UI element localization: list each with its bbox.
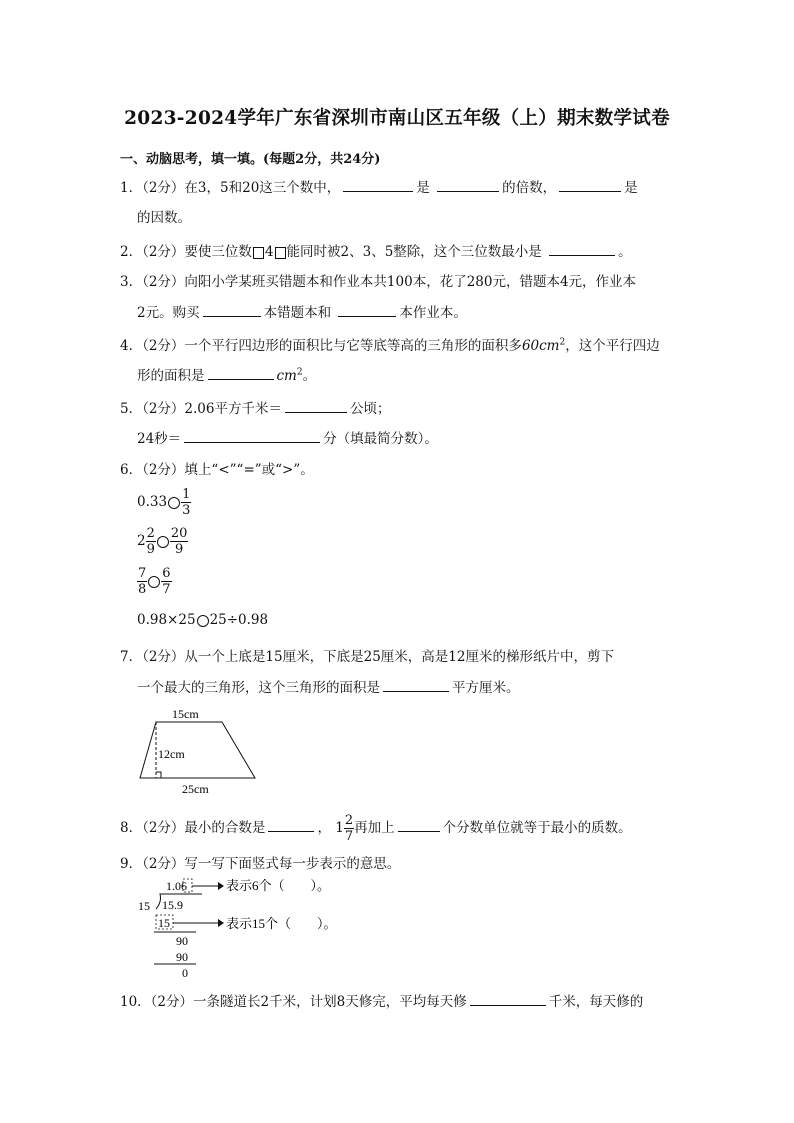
section-heading: 一、动脑思考，填一填。(每题2分，共24分): [120, 152, 381, 167]
compare-row-4: 0.98×25 25÷0.98: [137, 612, 269, 628]
divisor: 15: [138, 899, 150, 913]
compare-circle[interactable]: [168, 497, 180, 509]
question-4-cont: 形的面积是 $cm^2$。: [137, 364, 316, 384]
compare-row-1: 0.33 $\frac{1}{3}$: [137, 487, 191, 518]
question-7-cont: 一个最大的三角形，这个三角形的面积是 平方厘米。: [137, 676, 520, 696]
q7-blank[interactable]: [383, 677, 449, 692]
q2-blank[interactable]: [549, 241, 615, 256]
q3-blank-2[interactable]: [338, 302, 396, 317]
page-title: 2023-2024学年广东省深圳市南山区五年级（上）期末数学试卷: [124, 108, 670, 129]
step-2: 90: [176, 934, 188, 948]
q1-blank-3[interactable]: [559, 177, 621, 192]
right-angle-mark: [156, 772, 161, 778]
height-label: 12cm: [158, 747, 185, 761]
q1-blank-1[interactable]: [343, 177, 413, 192]
step-1: 15: [158, 916, 170, 930]
top-base-label: 15cm: [172, 707, 199, 721]
compare-row-3: $\frac{7}{8}$ $\frac{6}{7}$: [138, 566, 171, 597]
q10-blank[interactable]: [470, 991, 546, 1006]
question-5: 5．（2分）2.06平方千米＝ 公顷；: [120, 397, 391, 417]
question-7: 7．（2分）从一个上底是15厘米，下底是25厘米，高是12厘米的梯形纸片中，剪下: [120, 649, 614, 665]
q3-blank-1[interactable]: [203, 302, 261, 317]
dividend: 15.9: [162, 898, 183, 912]
note-2: 表示15个（ ）。: [226, 916, 337, 931]
question-2: 2．（2分）要使三位数 4 能同时被2、3、5整除，这个三位数最小是 。: [120, 240, 632, 260]
question-10: 10．（2分）一条隧道长2千米，计划8天修完，平均每天修 千米，每天修的: [120, 990, 643, 1010]
q5-blank-2[interactable]: [184, 428, 320, 443]
compare-circle[interactable]: [197, 615, 209, 627]
note-1: 表示6个（ ）。: [226, 878, 331, 893]
quotient: 1.06: [166, 879, 187, 893]
q4-blank[interactable]: [208, 365, 274, 380]
digit-box-icon: [275, 247, 286, 259]
step-3: 90: [176, 950, 188, 964]
question-4: 4．（2分）一个平行四边形的面积比与它等底等高的三角形的面积多$60cm^2$，这个平行四边: [120, 337, 660, 354]
q8-blank-1[interactable]: [268, 817, 314, 832]
arrow-right-icon: [218, 882, 224, 890]
question-6: 6．（2分）填上“<”“=”或“>”。: [120, 462, 314, 478]
digit-box-icon: [253, 247, 264, 259]
q1-blank-2[interactable]: [437, 177, 499, 192]
long-division: [138, 872, 388, 982]
bottom-base-label: 25cm: [182, 782, 209, 796]
compare-circle[interactable]: [148, 576, 160, 588]
compare-circle[interactable]: [157, 536, 169, 548]
compare-row-2: 2 $\frac{2}{9}$ $\frac{20}{9}$: [137, 526, 188, 557]
remainder: 0: [182, 966, 188, 980]
question-3-cont: 2元。购买 本错题本和 本作业本。: [137, 301, 467, 321]
q5-blank-1[interactable]: [285, 398, 347, 413]
q8-blank-2[interactable]: [398, 817, 440, 832]
trapezoid-figure: [130, 700, 270, 800]
question-1-cont: 的因数。: [137, 210, 191, 226]
question-8: 8．（2分）最小的合数是 ， 1 $\frac{2}{7}$ 再加上 个分数单位就等于最小的质数。: [120, 813, 632, 844]
question-5-cont: 24秒＝ 分（填最简分数）。: [137, 427, 438, 447]
question-3: 3．（2分）向阳小学某班买错题本和作业本共100本，花了280元，错题本4元，作业本: [120, 274, 637, 290]
question-9: 9．（2分）写一写下面竖式每一步表示的意思。: [120, 856, 401, 872]
question-1: 1．（2分）在3，5和20这三个数中， 是 的倍数， 是: [120, 176, 638, 196]
arrow-right-icon: [218, 919, 224, 927]
